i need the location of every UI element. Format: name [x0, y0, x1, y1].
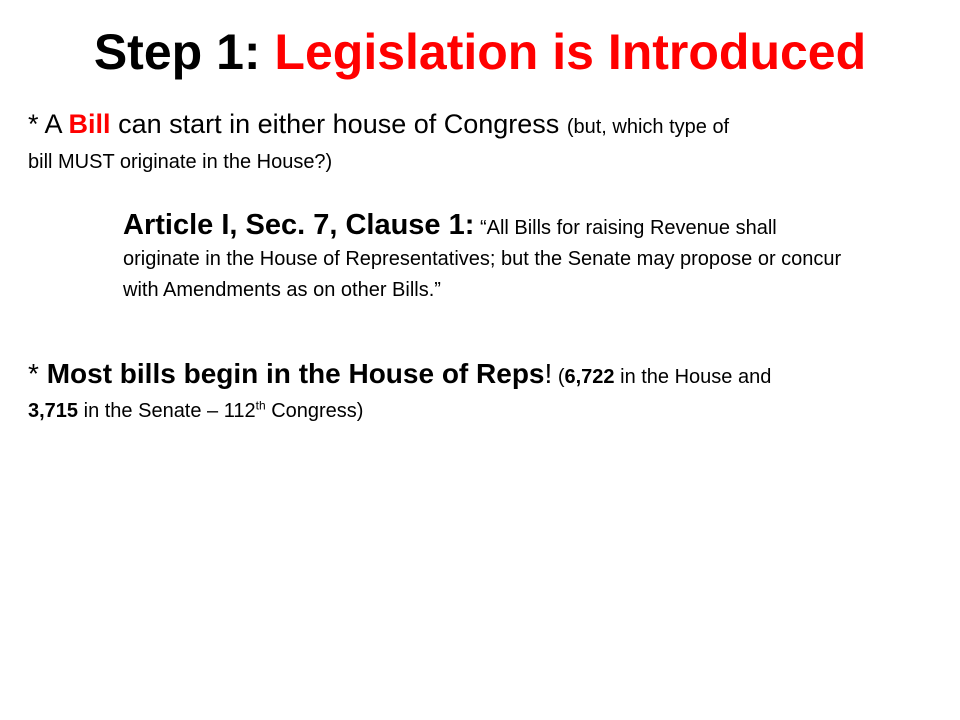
congress-text: Congress): [265, 400, 364, 422]
bill-origin-question-continued: bill MUST originate in the House?): [28, 151, 333, 173]
bill-origin-question: (but, which type of: [566, 116, 730, 138]
most-bills-bold: Most bills begin in the House of Reps: [46, 358, 545, 389]
senate-line: [28, 397, 938, 425]
quote-heading: Article I, Sec. 7, Clause 1:: [123, 209, 475, 241]
slide-title: [0, 20, 960, 84]
house-text: in the House and: [614, 366, 772, 388]
bill-keyword: Bill: [68, 109, 111, 139]
house-count: 6,722: [564, 366, 615, 388]
quote-text: “All Bills for raising Revenue shall originate in the House of Representatives; but the Senate may propose or concur with Amendments as on other Bills.”: [123, 217, 842, 301]
exclamation: !: [544, 358, 553, 389]
senate-text: in the Senate – 112: [78, 400, 256, 422]
title-prefix: Step 1:: [93, 24, 275, 80]
bullet-star-2: *: [28, 358, 47, 389]
constitution-quote: [123, 210, 843, 306]
ordinal-suffix: th: [255, 398, 266, 413]
senate-count: 3,715: [28, 400, 79, 422]
paren-open: (: [552, 366, 565, 388]
bullet-most-bills: [28, 354, 938, 425]
title-highlight: Legislation is Introduced: [274, 24, 867, 80]
bill-origin-text: can start in either house of Congress: [110, 109, 567, 139]
bullet-star: * A: [28, 109, 69, 139]
bullet-bill-origin: [28, 104, 938, 177]
